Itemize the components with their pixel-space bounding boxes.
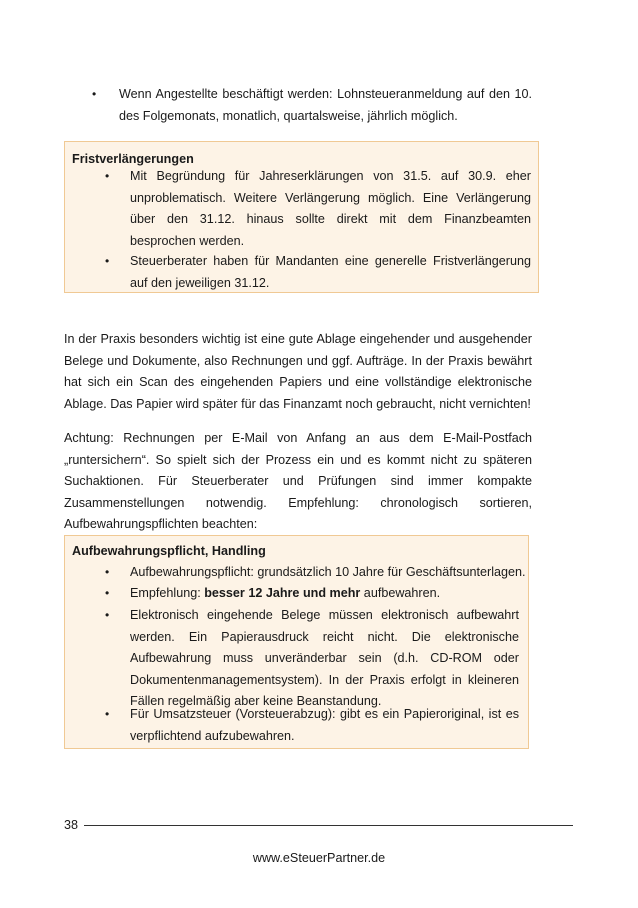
- footer-divider: [84, 825, 573, 826]
- box-list-item: Elektronisch eingehende Belege müssen elektronisch aufbewahrt werden. Ein Papierausdruck reicht nicht. Die elektronische Aufbewahrung muss unveränderbar sein (d.h. CD-ROM oder Dokumentenmanagementsystem). In der Praxis erfolgt in kleineren Fällen regelmäßig aber keine Beanstandung.: [130, 608, 519, 708]
- box-list-item: Für Umsatzsteuer (Vorsteuerabzug): gibt es ein Papieroriginal, ist es verpflichtend aufzubewahren.: [130, 707, 519, 743]
- bullet-icon: •: [105, 586, 110, 600]
- box-list-item: Steuerberater haben für Mandanten eine generelle Fristverlängerung auf den jeweiligen 31.12.: [130, 254, 531, 290]
- bullet-icon: •: [105, 254, 110, 268]
- intro-bullet-text: Wenn Angestellte beschäftigt werden: Lohnsteueranmeldung auf den 10. des Folgemonats, monatlich, quartalsweise, jährlich möglich.: [119, 87, 532, 123]
- bullet-icon: •: [92, 87, 97, 101]
- box-title: Aufbewahrungspflicht, Handling: [72, 544, 266, 558]
- box-title: Fristverlängerungen: [72, 152, 194, 166]
- box-list-item: Mit Begründung für Jahreserklärungen von 31.5. auf 30.9. eher unproblematisch. Weitere Verlängerung möglich. Eine Verlängerung über den 31.12. hinaus sollte direkt mit dem Finanzbeamten besprochen werden.: [130, 169, 531, 248]
- paragraph: Achtung: Rechnungen per E-Mail von Anfang an aus dem E-Mail-Postfach „runtersichern“. So spielt sich der Prozess ein und es kommt nicht zu späteren Suchaktionen. Für Steuerberater und Prüfungen sind immer kompakte Zusammenstellungen notwendig. Empfehlung: chronologisch sortieren, Aufbewahrungspflichten beachten:: [64, 431, 532, 531]
- footer-url: www.eSteuerPartner.de: [252, 851, 386, 865]
- box-list-item: Aufbewahrungspflicht: grundsätzlich 10 Jahre für Geschäftsunterlagen.: [130, 565, 526, 579]
- box-list-item: Empfehlung: besser 12 Jahre und mehr aufbewahren.: [130, 586, 441, 600]
- retention-obligation-box: [64, 535, 529, 749]
- bullet-icon: •: [105, 169, 110, 183]
- paragraph: In der Praxis besonders wichtig ist eine gute Ablage eingehender und ausgehender Belege und Dokumente, also Rechnungen und ggf. Aufträge. In der Praxis bewährt hat sich ein Scan des eingehenden Papiers und eine vollständige elektronische Ablage. Das Papier wird später für das Finanzamt noch gebraucht, nicht vernichten!: [64, 332, 532, 411]
- emphasis-text: besser 12 Jahre und mehr: [204, 586, 361, 600]
- page-number: 38: [64, 818, 79, 832]
- bullet-icon: •: [105, 608, 110, 622]
- deadline-extension-box: [64, 141, 539, 293]
- bullet-icon: •: [105, 565, 110, 579]
- bullet-icon: •: [105, 707, 110, 721]
